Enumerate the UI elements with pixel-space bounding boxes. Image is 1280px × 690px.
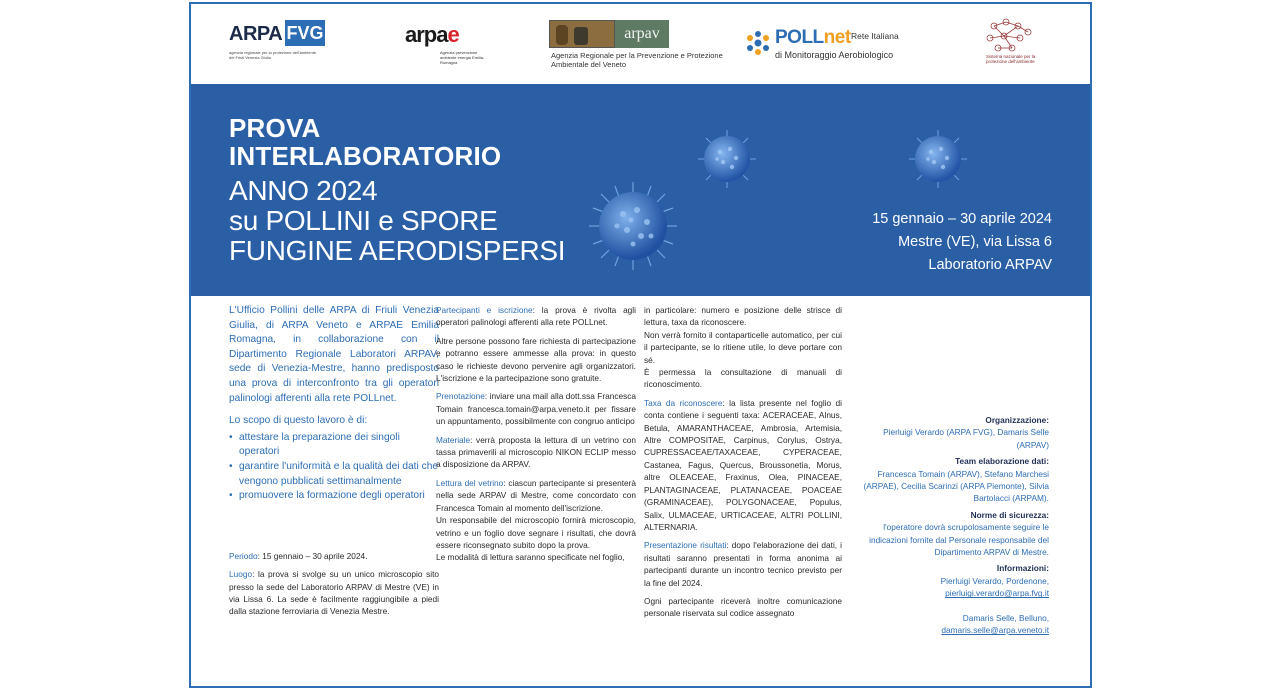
title-bold: PROVA INTERLABORATORIO — [229, 113, 502, 171]
info-section-2: Damaris Selle, Belluno, damaris.selle@arpa.veneto.it — [941, 612, 1049, 636]
manuals-paragraph: È permessa la consultazione di manuali di riconoscimento. — [644, 367, 842, 390]
event-dates: 15 gennaio – 30 aprile 2024 — [872, 211, 1052, 227]
arpav-emblem — [549, 20, 615, 48]
flyer — [189, 2, 1092, 688]
email-link[interactable]: pierluigi.verardo@arpa.fvg.it — [945, 588, 1049, 599]
column-4 — [849, 414, 1049, 641]
event-lab: Laboratorio ARPAV — [928, 257, 1052, 273]
intro-text: L'Ufficio Pollini delle ARPA di Friuli Venezia Giulia, di ARPA Veneto e ARPAE Emilia Romagna, in collaborazione con il Dipartimento Regionale Laboratori ARPAV, sede di Venezia-Mestre, hanno predisposto una prova di interconfronto tra gli operatori palinologi afferenti alla rete POLLnet. — [229, 305, 439, 404]
email-link[interactable]: damaris.selle@arpa.veneto.it — [941, 625, 1049, 636]
pollnet-logo: POLLnet Rete Italiana di Monitoraggio Aerobiologico — [743, 26, 913, 66]
counter-paragraph: Non verrà fornito il contaparticelle automatico, per cui il partecipante, se lo ritiene utile, lo deve portare con sé. — [644, 329, 842, 365]
list-item: • promuovere la formazione degli operatori — [229, 489, 439, 504]
team-section: Team elaborazione dati: Francesca Tomain (ARPAV), Stefano Marchesi (ARPAE), Cecilia Scarinzi (ARPA Piemonte), Silvia Bartolacci (ARPAM). — [863, 456, 1049, 504]
organization-section: Organizzazione: Pierluigi Verardo (ARPA FVG), Damaris Selle (ARPAV) — [883, 415, 1049, 450]
network-logo: Sistema nazionale per la protezione dell'ambiente — [976, 18, 1056, 74]
arpae-logo: arpae Agenzia prevenzione ambiente energia Emilia-Romagna — [405, 22, 485, 65]
participants-paragraph: Partecipanti e iscrizione: la prova è rivolta agli operatori palinologi afferenti alla rete POLLnet. — [436, 305, 636, 328]
event-place: Mestre (VE), via Lissa 6 — [898, 234, 1052, 250]
scope-section — [229, 414, 439, 504]
material-paragraph: Materiale: verrà proposta la lettura di un vetrino con tassa primaverili al microscopio NIKON ECLIP messo a disposizione da ARPAV. — [436, 434, 636, 470]
column-2 — [436, 304, 636, 570]
modalities-paragraph: Le modalità di lettura saranno specificate nel foglio, — [436, 552, 625, 563]
place-paragraph: Luogo: la prova si svolge su un unico microscopio sito presso la sede del Laboratorio ARPAV di Mestre (VE) in via Lissa 6. La sede è facilmente raggiungibile a piedi dalla stazione ferroviaria di Venezia Mestre. — [229, 569, 439, 617]
scope-title: Lo scopo di questo lavoro è di: — [229, 415, 368, 427]
pollen-grain-icon — [696, 128, 758, 190]
arpa-fvg-logo: ARPA FVG agenzia regionale per la protezione dell'ambiente del Friuli Venezia Giulia — [229, 20, 325, 68]
title-subtitle: ANNO 2024 su POLLINI e SPORE FUNGINE AERODISPERSI — [229, 175, 566, 266]
logos-row — [191, 4, 1090, 84]
others-paragraph: Altre persone possono fare richiesta di partecipazione e potranno essere ammesse alla prova: in questo caso le richieste devono pervenire agli organizzatori. L'iscrizione e la partecipazione sono gratuite. — [436, 335, 636, 384]
responsible-paragraph: Un responsabile del microscopio fornirà microscopio, vetrino e un foglio dove segnare i risultati, che dovrà essere riconsegnato subito dopo la prova. — [436, 515, 636, 550]
pollen-grain-icon — [907, 128, 969, 190]
scope-list — [229, 431, 439, 504]
list-item: • attestare la preparazione dei singoli operatori — [229, 431, 439, 460]
results-paragraph: Presentazione risultati: dopo l'elaborazione dei dati, i risultati saranno presentati in forma anonima ai partecipanti durante un incontro tecnico previsto per la fine del 2024. — [644, 540, 842, 588]
pollnet-dots-icon — [743, 28, 773, 58]
network-graph-icon — [984, 18, 1034, 54]
booking-paragraph: Prenotazione: inviare una mail alla dott.ssa Francesca Tomain francesca.tomain@arpa.veneto.it per fissare un appuntamento, possibilmente con congruo anticipo — [436, 391, 636, 427]
communication-paragraph: Ogni partecipante riceverà inoltre comunicazione personale riservata sul codice assegnato — [644, 595, 842, 619]
info-section: Informazioni: Pierluigi Verardo, Pordenone, pierluigi.verardo@arpa.fvg.it — [940, 563, 1049, 599]
column-1 — [229, 304, 439, 624]
reading-paragraph: Lettura del vetrino: ciascun partecipante si presenterà nella sede ARPAV di Mestre, come concordato con Francesca Tomain al momento dell'iscrizione. — [436, 477, 636, 513]
taxa-paragraph: Taxa da riconoscere: la lista presente nel foglio di conta contiene i seguenti taxa: ACERACEAE, Alnus, Betula, AMARANTHACEAE, Ambrosia, Artemisia, Altre COMPOSITAE, Carpinus, Corylus, Ostrya, CUPRESSACEAE/TAXACEAE, CYPERACEAE, Castanea, Fagus, Quercus, Broussonetia, Morus, altre OLEACEAE, Fraxinus, Olea, PINACEAE, PLANTAGINACEAE, PLATANACEAE, POACEAE (GRAMINACEAE), POLYGONACEAE, Populus, Salix, ULMACEAE, URTICACEAE, ALTRI POLLINI, ALTERNARIA. — [644, 397, 842, 532]
pollen-grain-icon — [587, 180, 679, 272]
safety-section: Norme di sicurezza: l'operatore dovrà scrupolosamente seguire le indicazioni fornite dal Personale responsabile del Dipartimento ARPAV di Mestre. — [869, 509, 1049, 558]
title-banner — [191, 84, 1090, 296]
particulars-paragraph: in particolare: numero e posizione delle strisce di lettura, taxa da riconoscere. — [644, 305, 842, 328]
arpav-logo: arpav Agenzia Regionale per la Prevenzione e Protezione Ambientale del Veneto — [549, 20, 739, 72]
list-item: • garantire l'uniformità e la qualità dei dati che vengono pubblicati settimanalmente — [229, 460, 439, 489]
column-3 — [644, 304, 842, 626]
period-paragraph: Periodo: 15 gennaio – 30 aprile 2024. — [229, 550, 368, 561]
event-info — [872, 208, 1052, 277]
